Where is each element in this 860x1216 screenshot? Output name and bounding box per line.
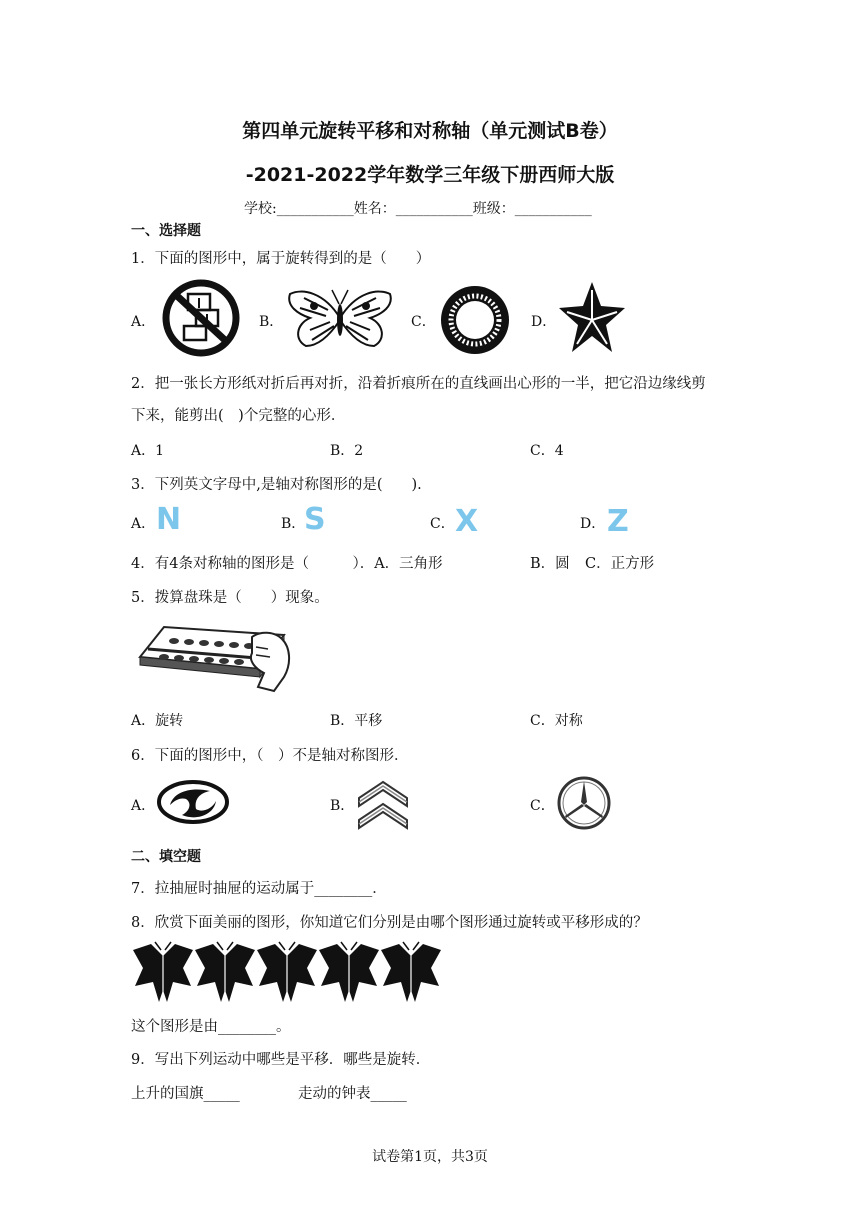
q3-label-c: C．	[430, 516, 455, 532]
q3-label-a: A．	[131, 516, 156, 532]
question-7: 7．拉抽屉时抽屉的运动属于________．	[131, 881, 387, 897]
question-9: 9．写出下列运动中哪些是平移．哪些是旋转．	[131, 1052, 431, 1068]
q4-option-c: C．正方形	[585, 556, 655, 572]
question-5: 5．拨算盘珠是（ ）现象。	[131, 590, 329, 606]
q2-option-c: C．4	[530, 443, 564, 459]
abacus-image	[134, 617, 296, 699]
car-logo-oval-image	[156, 779, 230, 829]
q9-item-clock: 走动的钟表_____	[298, 1086, 407, 1102]
page-footer: 试卷第1页，共3页	[372, 1149, 488, 1165]
q2-option-a: A．1	[131, 443, 165, 459]
question-8: 8．欣赏下面美丽的图形，你知道它们分别是由哪个图形通过旋转或平移形成的？	[131, 915, 648, 931]
q3-label-d: D．	[580, 516, 606, 532]
title-line-2: -2021-2022学年数学三年级下册西师大版	[245, 164, 615, 186]
letter-s-image: S	[304, 502, 326, 537]
letter-z-image: Z	[607, 504, 629, 539]
q5-option-c: C．对称	[530, 713, 583, 729]
q6-label-a: A．	[131, 798, 156, 814]
letter-x-image: X	[455, 504, 479, 539]
question-1: 1．下面的图形中，属于旋转得到的是（ ）	[131, 251, 431, 267]
q2-option-b: B．2	[330, 443, 364, 459]
star-image	[557, 280, 627, 360]
question-4: 4．有4条对称轴的图形是（ ）．A．三角形	[131, 556, 443, 572]
three-point-star-logo-image	[556, 775, 612, 835]
q9-item-flag: 上升的国旗_____	[131, 1086, 240, 1102]
butterfly-image	[284, 284, 396, 356]
double-chevron-logo-image	[355, 776, 411, 838]
title-line-1: 第四单元旋转平移和对称轴（单元测试B卷）	[242, 120, 618, 142]
q5-option-a: A．旋转	[131, 713, 184, 729]
q6-label-c: C．	[530, 798, 555, 814]
student-info: 学校:___________姓名：___________班级：___________	[244, 201, 592, 217]
question-2-line-1: 2．把一张长方形纸对折后再对折，沿着折痕所在的直线画出心形的一半，把它沿边缘线剪	[131, 376, 706, 392]
q3-label-b: B．	[281, 516, 306, 532]
q5-option-b: B．平移	[330, 713, 383, 729]
section-1-heading: 一、选择题	[131, 223, 201, 239]
butterfly-row-image	[131, 940, 451, 1008]
q6-label-b: B．	[330, 798, 355, 814]
question-8-answer: 这个图形是由________。	[131, 1019, 291, 1035]
letter-n-image: N	[156, 502, 182, 537]
no-building-sign-image	[158, 278, 244, 362]
q1-label-d: D．	[531, 314, 557, 330]
question-2-line-2: 下来，能剪出( )个完整的心形．	[131, 408, 346, 424]
q1-label-a: A．	[131, 314, 156, 330]
q1-label-b: B．	[259, 314, 284, 330]
q4-option-b: B．圆	[530, 556, 570, 572]
section-2-heading: 二、填空题	[131, 849, 201, 865]
question-6: 6．下面的图形中，（ ）不是轴对称图形．	[131, 748, 409, 764]
question-3: 3．下列英文字母中,是轴对称图形的是( ).	[131, 477, 422, 493]
ring-image	[437, 284, 513, 360]
q1-label-c: C．	[411, 314, 436, 330]
